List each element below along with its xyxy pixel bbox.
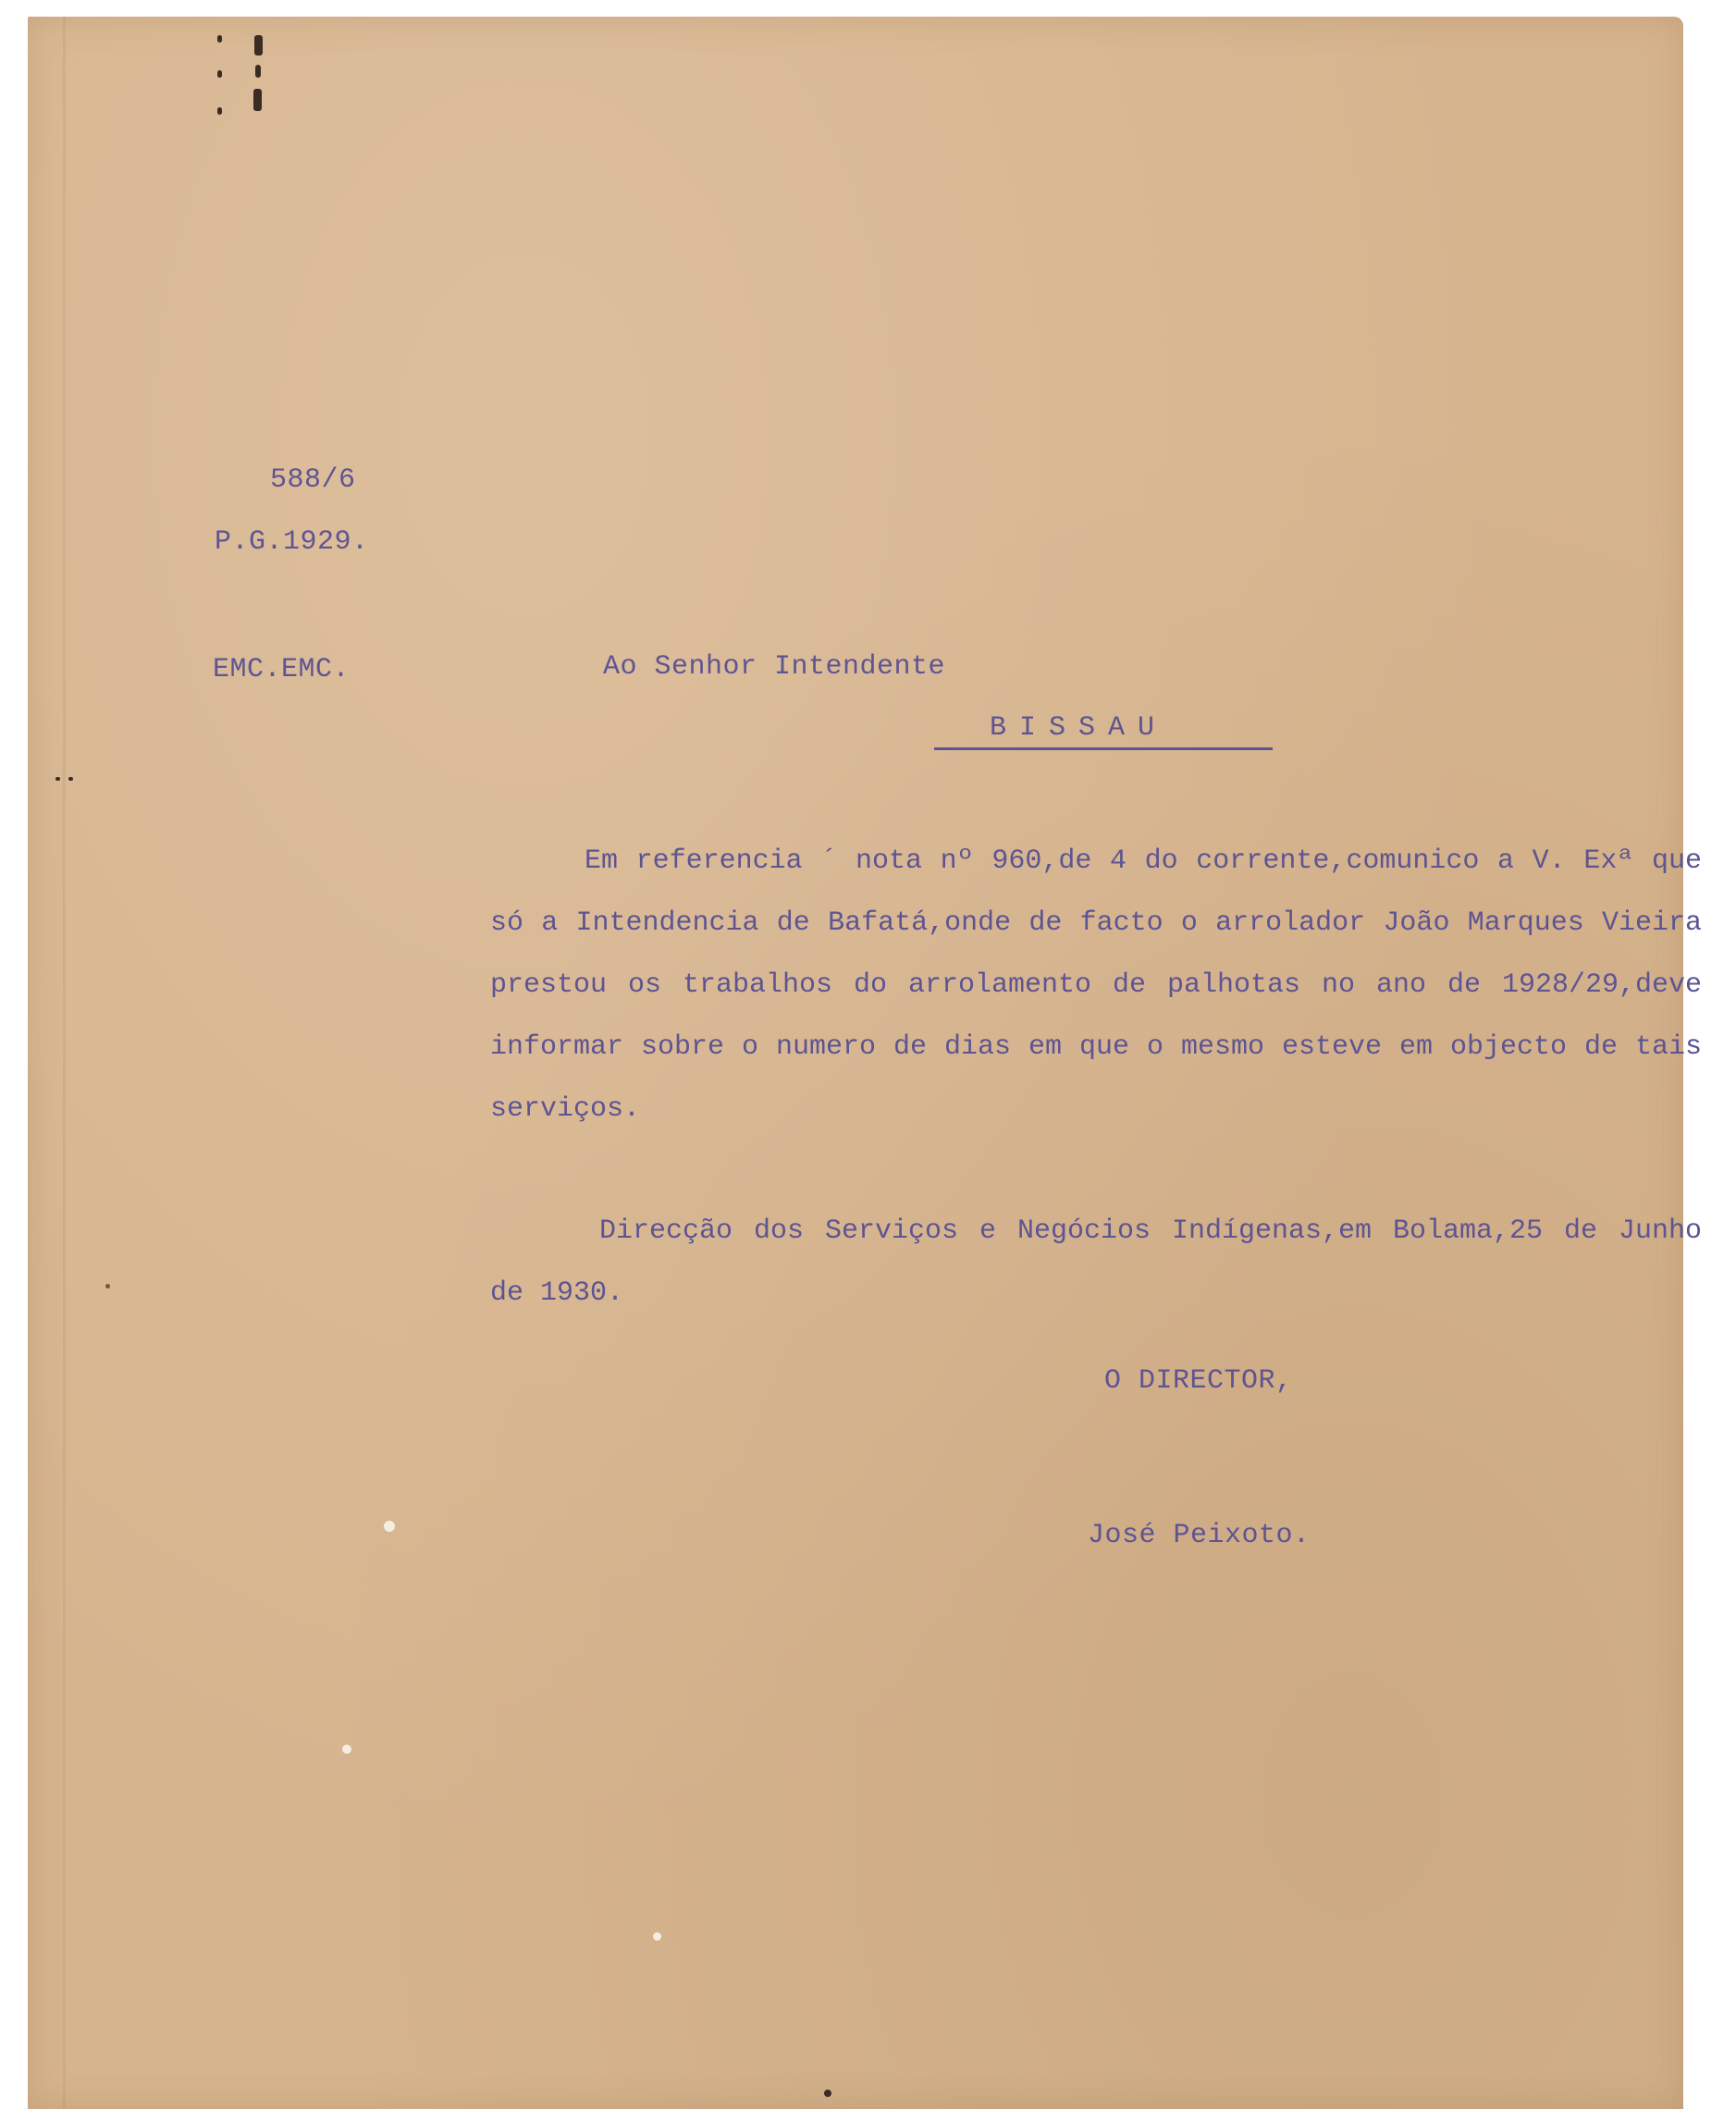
- city-underline: [934, 747, 1273, 750]
- addressee-city: BISSAU: [990, 712, 1168, 744]
- letter-closing: Direcção dos Serviços e Negócios Indígenas,em Bolama,25 de Junho de 1930.: [490, 1215, 1702, 1309]
- reference-number: 588/6: [270, 464, 356, 496]
- staple-hole-mark: [253, 89, 262, 111]
- reference-initials: EMC.EMC.: [213, 654, 351, 685]
- paper-speck: [824, 2090, 831, 2097]
- paper-fold-line: [63, 17, 66, 2109]
- paper-speck: [653, 1932, 661, 1941]
- letter-body: Em referencia ´ nota nº 960,de 4 do corrente,comunico a V. Exª que só a Intendencia de Bafatá,onde de facto o arrolador João Marques Vieira prestou os trabalhos do arrolamento de palhotas no ano de 1928/29,deve informar sobre o numero de dias em que o mesmo esteve em objecto de tais serviços.: [490, 845, 1702, 1125]
- margin-dot: [68, 777, 73, 781]
- signer-name: José Peixoto.: [1088, 1520, 1311, 1551]
- paper-sheet: [28, 17, 1702, 2109]
- reference-year: P.G.1929.: [215, 526, 369, 558]
- margin-dot: [55, 777, 60, 781]
- paper-speck: [384, 1521, 395, 1532]
- staple-hole-mark: [254, 35, 263, 56]
- staple-hole-mark: [217, 70, 222, 78]
- paper-speck: [342, 1745, 351, 1754]
- staple-hole-mark: [255, 65, 261, 78]
- paper-speck: [105, 1284, 110, 1289]
- signer-title: O DIRECTOR,: [1104, 1365, 1293, 1397]
- addressee-line: Ao Senhor Intendente: [603, 651, 946, 683]
- staple-hole-mark: [217, 35, 222, 43]
- staple-hole-mark: [217, 107, 222, 115]
